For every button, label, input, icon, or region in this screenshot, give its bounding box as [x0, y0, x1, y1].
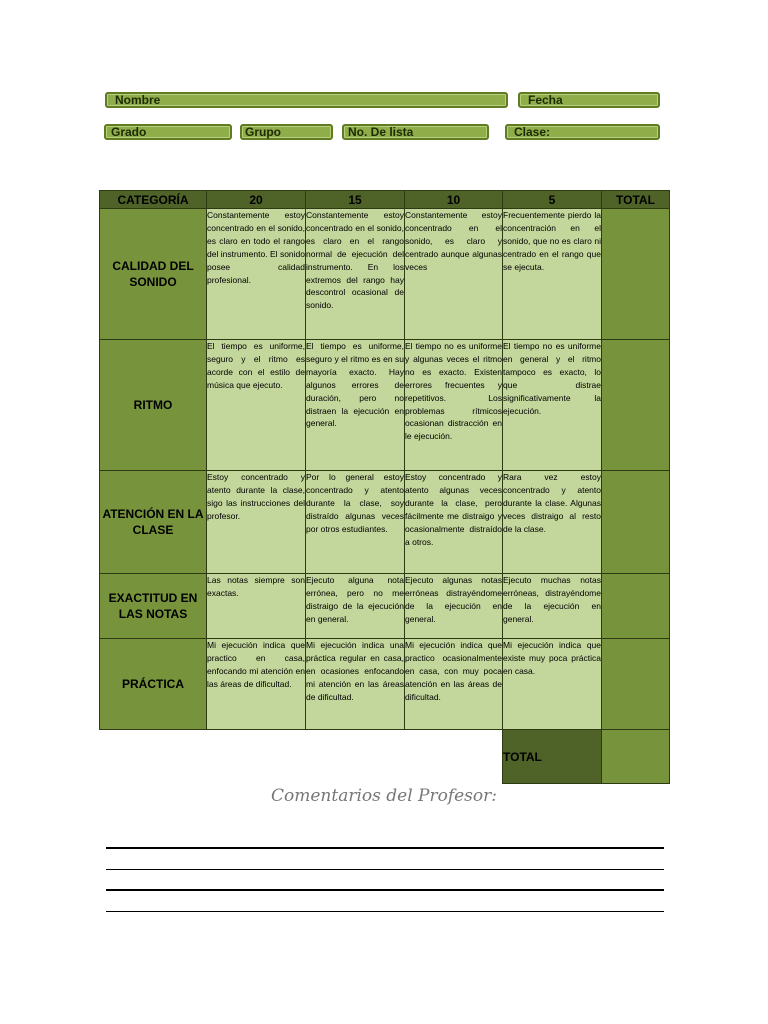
total-row [100, 730, 670, 784]
cell-10: Constantemente estoy concentrado en el sonido, es claro y centrado aunque algunas veces [405, 209, 503, 340]
no-lista-field[interactable]: No. De lista [342, 124, 489, 140]
header-15: 15 [306, 191, 405, 209]
total-cell[interactable] [602, 471, 670, 574]
cell-5: Ejecuto muchas notas erróneas, distrayéndome de la ejecución en general. [503, 574, 602, 639]
comment-line[interactable] [106, 869, 664, 870]
cell-5: Rara vez estoy concentrado y atento durante la clase. Algunas veces distraigo al resto de la clase. [503, 471, 602, 574]
cell-5: Frecuentemente pierdo la concentración en el sonido, que no es claro ni centrado en el rango que se ejecuta. [503, 209, 602, 340]
comment-line[interactable] [106, 911, 664, 912]
grado-field[interactable]: Grado [104, 124, 232, 140]
category-atencion-en-la-clase: ATENCIÓN EN LA CLASE [100, 471, 207, 574]
total-label: TOTAL [503, 730, 602, 784]
header-5: 5 [503, 191, 602, 209]
header-row [100, 191, 670, 209]
cell-20: Mi ejecución indica que practico en casa, enfocando mi atención en las áreas de dificultad. [207, 639, 306, 730]
cell-20: Las notas siempre son exactas. [207, 574, 306, 639]
cell-10: El tiempo no es uniforme y algunas veces el ritmo no es exacto. Existen errores frecuentes y repetitivos. Los problemas rítmicos ocasionan distracción en le ejecución. [405, 340, 503, 471]
header-categoria: CATEGORÍA [100, 191, 207, 209]
total-cell[interactable] [602, 639, 670, 730]
grand-total-cell[interactable] [602, 730, 670, 784]
cell-5: El tiempo no es uniforme en general y el ritmo tampoco es exacto, lo que distrae significativamente la ejecución. [503, 340, 602, 471]
comment-line[interactable] [106, 847, 664, 849]
header-10: 10 [405, 191, 503, 209]
cell-15: Ejecuto alguna nota errónea, pero no me distraigo de la ejecución en general. [306, 574, 405, 639]
rubric-table [99, 190, 670, 784]
table-row [100, 340, 670, 471]
comment-line[interactable] [106, 889, 664, 891]
table-row [100, 574, 670, 639]
total-cell[interactable] [602, 209, 670, 340]
table-row [100, 471, 670, 574]
table-row [100, 639, 670, 730]
cell-15: El tiempo es uniforme, seguro y el ritmo es en su mayoría exacto. Hay algunos errores de duración, pero no distraen la ejecución en general. [306, 340, 405, 471]
category-practica: PRÁCTICA [100, 639, 207, 730]
cell-15: Constantemente estoy concentrado en el sonido, es claro en el rango normal de ejecución del instrumento. En los extremos del rango hay descontrol ocasional de sonido. [306, 209, 405, 340]
nombre-field[interactable]: Nombre [105, 92, 508, 108]
category-exactitud-en-las-notas: EXACTITUD EN LAS NOTAS [100, 574, 207, 639]
total-cell[interactable] [602, 574, 670, 639]
header-20: 20 [207, 191, 306, 209]
total-cell[interactable] [602, 340, 670, 471]
fecha-field[interactable]: Fecha [518, 92, 660, 108]
cell-15: Mi ejecución indica una práctica regular en casa, en ocasiones enfocando mi atención en las áreas de dificultad. [306, 639, 405, 730]
cell-5: Mi ejecución indica que existe muy poca práctica en casa. [503, 639, 602, 730]
comments-label: Comentarios del Profesor: [270, 786, 497, 806]
cell-10: Ejecuto algunas notas erróneas distrayéndome de la ejecución en general. [405, 574, 503, 639]
cell-10: Estoy concentrado y atento algunas veces durante la clase, pero fácilmente me distraigo y ocasionalmente distraído a otros. [405, 471, 503, 574]
cell-20: Constantemente estoy concentrado en el sonido, es claro en todo el rango del instrumento. El sonido posee calidad profesional. [207, 209, 306, 340]
category-calidad-del-sonido: CALIDAD DEL SONIDO [100, 209, 207, 340]
cell-10: Mi ejecución indica que practico ocasionalmente en casa, con muy poca atención en las áreas de dificultad. [405, 639, 503, 730]
table-row [100, 209, 670, 340]
cell-20: Estoy concentrado y atento durante la clase, sigo las instrucciones del profesor. [207, 471, 306, 574]
header-total: TOTAL [602, 191, 670, 209]
cell-15: Por lo general estoy concentrado y atento durante la clase, soy distraído algunas veces por otros estudiantes. [306, 471, 405, 574]
grupo-field[interactable]: Grupo [240, 124, 333, 140]
cell-20: El tiempo es uniforme, seguro y el ritmo es acorde con el estilo de música que ejecuto. [207, 340, 306, 471]
category-ritmo: RITMO [100, 340, 207, 471]
clase-field[interactable]: Clase: [505, 124, 660, 140]
